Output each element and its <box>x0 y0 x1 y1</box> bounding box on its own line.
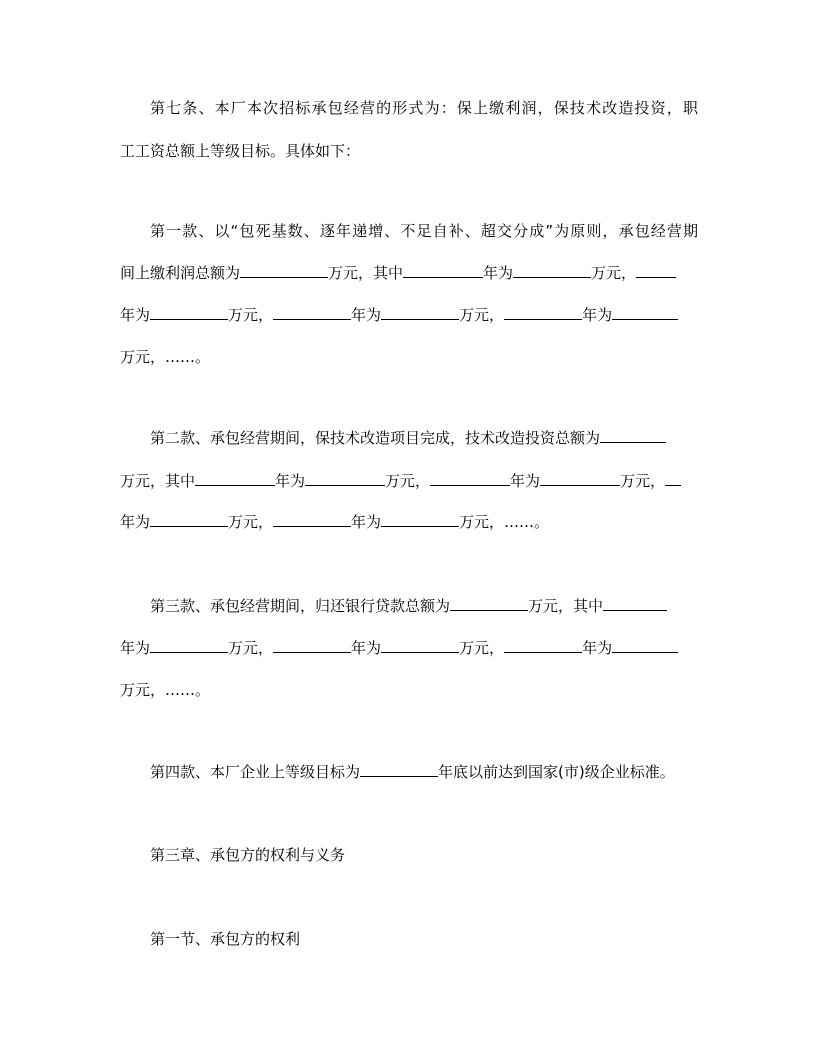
blank-field[interactable] <box>240 263 328 278</box>
clause2-text: 万元，……。 <box>459 513 550 531</box>
article7-line2: 工工资总额上等级目标。具体如下： <box>120 142 361 160</box>
blank-field[interactable] <box>273 305 351 320</box>
clause1-text: 万元， <box>228 306 274 324</box>
blank-field[interactable] <box>612 638 678 653</box>
blank-field[interactable] <box>150 512 228 527</box>
clause1-text: 年为 <box>483 264 514 282</box>
clause3-text: 第三款、承包经营期间，归还银行贷款总额为 <box>150 597 451 615</box>
blank-field[interactable] <box>600 428 666 443</box>
clause2-text: 第二款、承包经营期间，保技术改造项目完成，技术改造投资总额为 <box>150 429 601 447</box>
clause2-line1 <box>150 428 666 448</box>
blank-field[interactable] <box>381 305 459 320</box>
blank-field[interactable] <box>403 263 483 278</box>
clause2-text: 年为 <box>275 472 306 490</box>
clause2-text: 万元，其中 <box>120 472 196 490</box>
clause2-text: 万元， <box>620 472 666 490</box>
blank-field[interactable] <box>195 471 275 486</box>
blank-field[interactable] <box>540 471 620 486</box>
clause1-text: 年为 <box>351 306 382 324</box>
blank-field[interactable] <box>430 471 510 486</box>
clause3-text: 年为 <box>120 639 151 657</box>
blank-field[interactable] <box>273 512 351 527</box>
clause4-text: 第四款、本厂企业上等级目标为 <box>150 763 361 781</box>
blank-field[interactable] <box>360 762 438 777</box>
blank-field[interactable] <box>381 638 459 653</box>
blank-field[interactable] <box>665 471 681 486</box>
chapter-title: 第三章、承包方的权利与义务 <box>150 846 346 864</box>
clause2-line2 <box>120 471 681 491</box>
clause1-line2 <box>120 263 676 283</box>
article7-line1: 第七条、本厂本次招标承包经营的形式为：保上缴利润，保技术改造投资，职 <box>150 99 698 117</box>
clause4-text: 年底以前达到国家(市)级企业标准。 <box>438 763 675 781</box>
blank-field[interactable] <box>504 638 582 653</box>
clause1-line3 <box>120 305 678 325</box>
clause3-text: 万元， <box>459 639 505 657</box>
clause1-text: 万元， <box>591 264 637 282</box>
clause1-text: 间上缴利润总额为 <box>120 264 241 282</box>
clause2-text: 年为 <box>510 472 541 490</box>
clause1-text: 年为 <box>582 306 613 324</box>
clause2-text: 年为 <box>351 513 382 531</box>
clause3-text: 年为 <box>351 639 382 657</box>
clause3-text: 万元， <box>228 639 274 657</box>
blank-field[interactable] <box>603 596 667 611</box>
blank-field[interactable] <box>150 305 228 320</box>
clause1-line4: 万元，……。 <box>120 348 211 366</box>
blank-field[interactable] <box>150 638 228 653</box>
clause1-text: 万元， <box>459 306 505 324</box>
clause2-text: 年为 <box>120 513 151 531</box>
blank-field[interactable] <box>636 263 676 278</box>
blank-field[interactable] <box>612 305 678 320</box>
blank-field[interactable] <box>381 512 459 527</box>
clause1-line1: 第一款、以“包死基数、逐年递增、不足自补、超交分成”为原则，承包经营期 <box>150 222 698 240</box>
clause1-text: 年为 <box>120 306 151 324</box>
blank-field[interactable] <box>504 305 582 320</box>
section-title: 第一节、承包方的权利 <box>150 930 301 948</box>
clause4-line1 <box>150 762 675 782</box>
clause1-text: 万元，其中 <box>328 264 404 282</box>
clause3-line3: 万元，……。 <box>120 681 211 699</box>
clause3-line1 <box>150 596 667 616</box>
clause2-text: 万元， <box>228 513 274 531</box>
clause2-text: 万元， <box>385 472 431 490</box>
blank-field[interactable] <box>273 638 351 653</box>
blank-field[interactable] <box>305 471 385 486</box>
clause3-line2 <box>120 638 678 658</box>
blank-field[interactable] <box>450 596 528 611</box>
clause3-text: 年为 <box>582 639 613 657</box>
blank-field[interactable] <box>513 263 591 278</box>
clause2-line3 <box>120 512 549 532</box>
clause3-text: 万元，其中 <box>528 597 604 615</box>
